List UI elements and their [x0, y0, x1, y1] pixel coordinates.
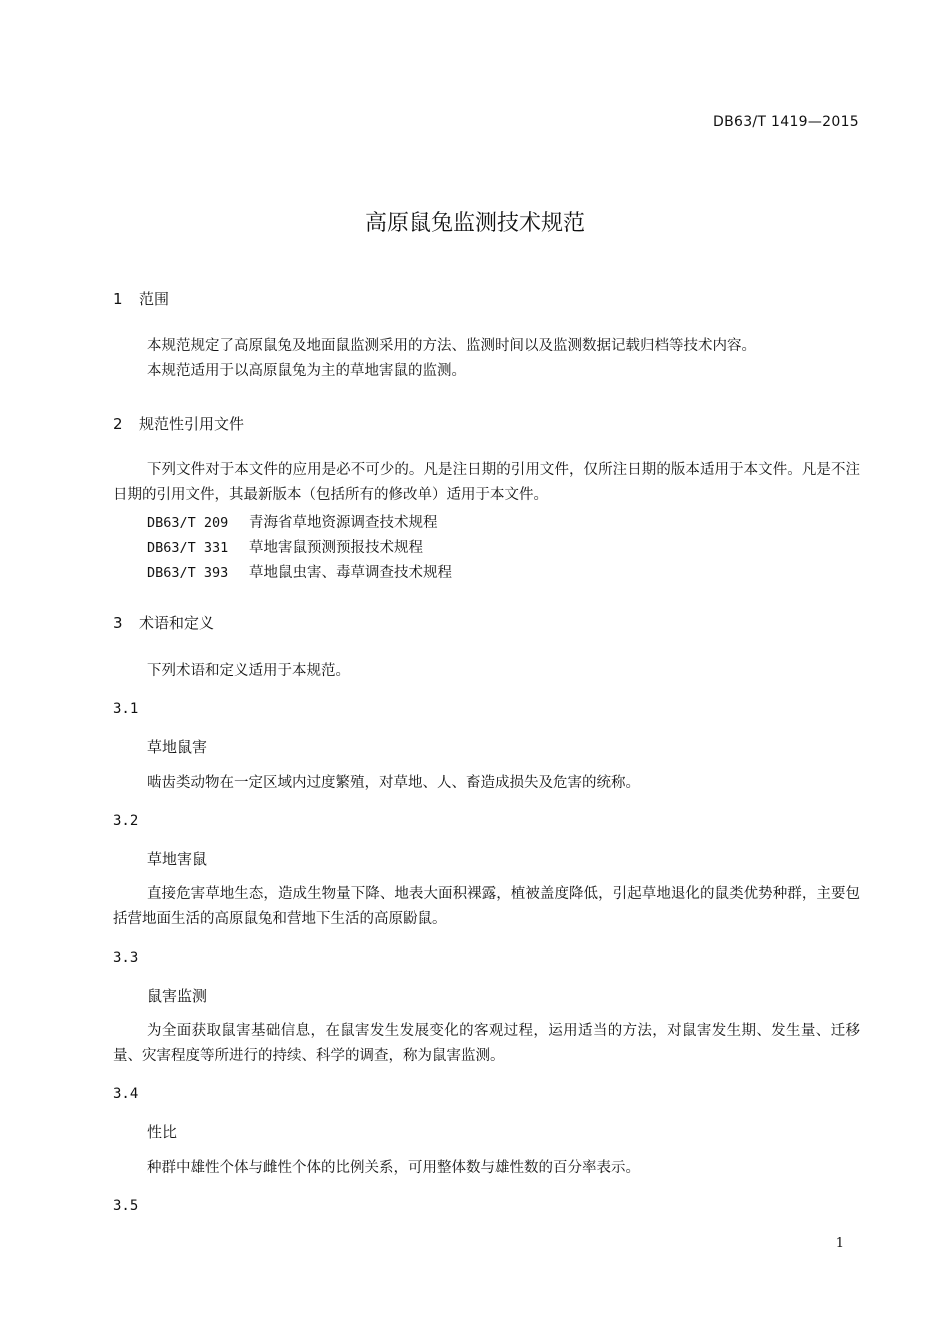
reference-code: DB63/T 331 — [147, 540, 229, 556]
subsection-number: 3.4 — [113, 1086, 139, 1102]
reference-name: 青海省草地资源调查技术规程 — [249, 515, 438, 531]
reference-item — [147, 561, 452, 582]
subsection-number: 3.1 — [113, 701, 139, 717]
term-definition: 啮齿类动物在一定区域内过度繁殖，对草地、人、畜造成损失及危害的统称。 — [147, 775, 640, 791]
subsection-number: 3.5 — [113, 1198, 139, 1214]
page-number: 1 — [835, 1236, 844, 1251]
paragraph: 本规范适用于以高原鼠兔为主的草地害鼠的监测。 — [147, 363, 466, 379]
section-title: 规范性引用文件 — [139, 415, 245, 433]
paragraph: 下列文件对于本文件的应用是必不可少的。凡是注日期的引用文件，仅所注日期的版本适用于本文件。凡是不注日期的引用文件，其最新版本（包括所有的修改单）适用于本文件。 — [113, 462, 860, 503]
reference-name: 草地害鼠预测预报技术规程 — [249, 540, 423, 556]
reference-code: DB63/T 393 — [147, 565, 229, 581]
term-definition: 种群中雄性个体与雌性个体的比例关系，可用整体数与雄性数的百分率表示。 — [147, 1160, 640, 1176]
paragraph: 本规范规定了高原鼠兔及地面鼠监测采用的方法、监测时间以及监测数据记载归档等技术内容。 — [147, 338, 756, 354]
term-title: 性比 — [147, 1123, 178, 1141]
reference-item — [147, 511, 438, 532]
term-definition: 直接危害草地生态，造成生物量下降、地表大面积裸露，植被盖度降低，引起草地退化的鼠类优势种群，主要包括营地面生活的高原鼠兔和营地下生活的高原鼢鼠。 — [113, 886, 860, 927]
reference-item — [147, 536, 423, 557]
section-heading-3 — [113, 612, 214, 633]
term-definition: 为全面获取鼠害基础信息，在鼠害发生发展变化的客观过程，运用适当的方法，对鼠害发生期、发生量、迁移量、灾害程度等所进行的持续、科学的调查，称为鼠害监测。 — [113, 1023, 860, 1064]
term-title: 草地鼠害 — [147, 738, 208, 756]
reference-code: DB63/T 209 — [147, 515, 229, 531]
term-title: 鼠害监测 — [147, 987, 208, 1005]
section-heading-1 — [113, 288, 169, 309]
reference-name: 草地鼠虫害、毒草调查技术规程 — [249, 565, 452, 581]
section-heading-2 — [113, 413, 244, 434]
term-title: 草地害鼠 — [147, 850, 208, 868]
section-number: 2 — [113, 415, 123, 433]
paragraph: 下列术语和定义适用于本规范。 — [147, 663, 350, 679]
section-number: 3 — [113, 614, 123, 632]
section-title: 范围 — [139, 290, 170, 308]
document-code: DB63/T 1419—2015 — [713, 114, 859, 130]
section-title: 术语和定义 — [139, 614, 215, 632]
document-title: 高原鼠兔监测技术规范 — [364, 211, 585, 236]
subsection-number: 3.2 — [113, 813, 139, 829]
subsection-number: 3.3 — [113, 950, 139, 966]
section-number: 1 — [113, 290, 123, 308]
